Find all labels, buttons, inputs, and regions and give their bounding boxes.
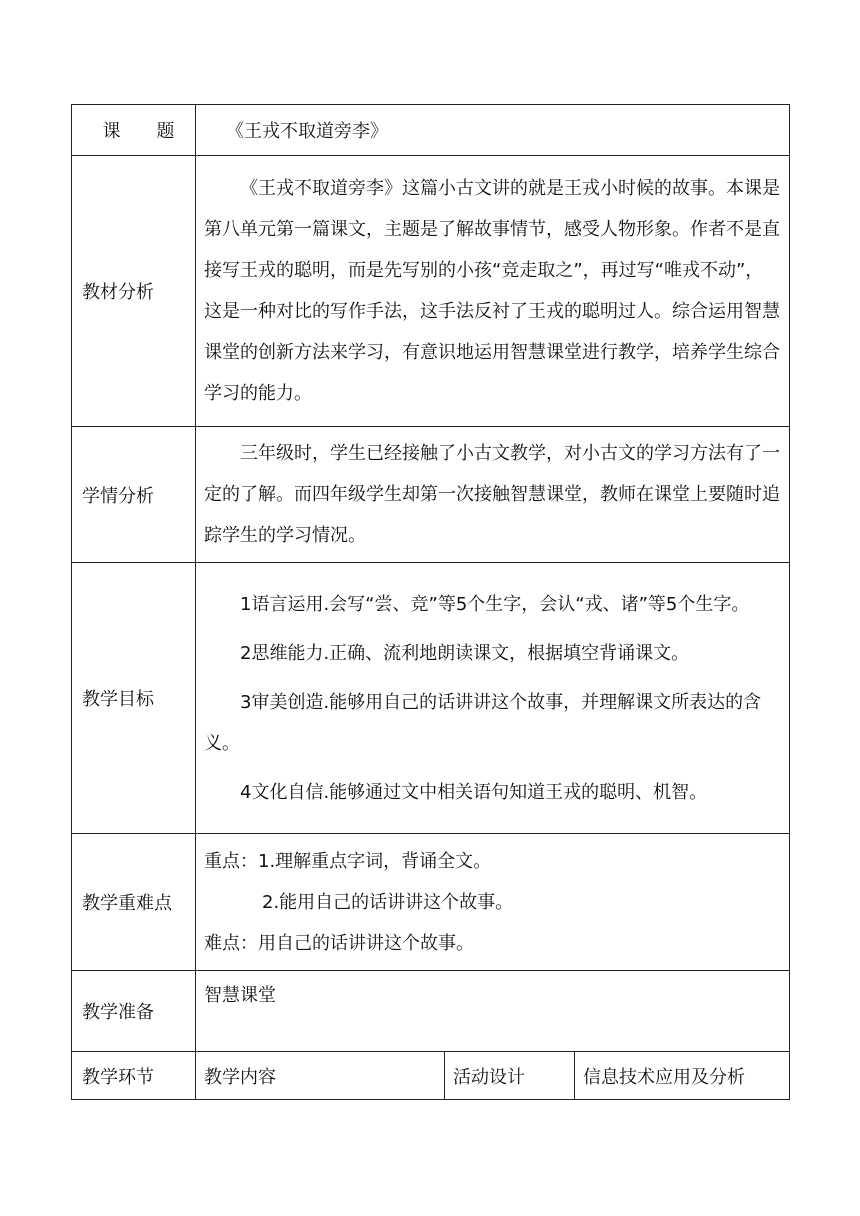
material-label: 教材分析 <box>72 156 196 427</box>
keypoints-label: 教学重难点 <box>72 834 196 971</box>
material-row <box>72 156 790 427</box>
steps-col-activity: 活动设计 <box>445 1052 575 1100</box>
topic-label: 课 题 <box>72 105 196 156</box>
topic-row <box>72 105 790 156</box>
prep-label: 教学准备 <box>72 971 196 1052</box>
students-label: 学情分析 <box>72 427 196 563</box>
difficulty-line: 难点：用自己的话讲讲这个故事。 <box>204 932 474 954</box>
prep-value: 智慧课堂 <box>204 985 276 1006</box>
goal-item: 2思维能力.正确、流利地朗读课文，根据填空背诵课文。 <box>240 642 690 664</box>
prep-row <box>72 971 790 1052</box>
keypoints-cell <box>196 834 790 971</box>
goals-cell <box>196 563 790 834</box>
material-text: 《王戎不取道旁李》这篇小古文讲的就是王戎小时候的故事。本课是第八单元第一篇课文，主题是了解故事情节，感受人物形象。作者不是直接写王戎的聪明，而是先写别的小孩“竞走取之”，再过写“唯戎不动”，这是一种对比的写作手法，这手法反衬了王戎的聪明过人。综合运用智慧课堂的创新方法来学习，有意识地运用智慧课堂进行教学，培养学生综合学习的能力。 <box>204 178 780 404</box>
goal-item: 4文化自信.能够通过文中相关语句知道王戎的聪明、机智。 <box>240 781 708 803</box>
students-row <box>72 427 790 563</box>
steps-label: 教学环节 <box>72 1052 196 1100</box>
lesson-plan-table <box>71 104 790 1100</box>
keypoints-row <box>72 834 790 971</box>
prep-cell <box>196 971 790 1052</box>
topic-value-cell <box>196 105 790 156</box>
goals-row <box>72 563 790 834</box>
steps-col-content: 教学内容 <box>196 1052 445 1100</box>
keypoint-line: 2.能用自己的话讲讲这个故事。 <box>262 891 514 913</box>
students-text: 三年级时，学生已经接触了小古文教学，对小古文的学习方法有了一定的了解。而四年级学生却第一次接触智慧课堂，教师在课堂上要随时追踪学生的学习情况。 <box>204 443 780 546</box>
goal-item: 3审美创造.能够用自己的话讲讲这个故事，并理解课文所表达的含义。 <box>204 691 762 754</box>
keypoint-line: 重点：1.理解重点字词，背诵全文。 <box>204 850 492 872</box>
goal-item: 1语言运用.会写“尝、竞”等5个生字，会认“戎、诸”等5个生字。 <box>240 593 750 615</box>
steps-col-it: 信息技术应用及分析 <box>575 1052 790 1100</box>
students-cell <box>196 427 790 563</box>
topic-value: 《王戎不取道旁李》 <box>226 121 388 142</box>
material-cell <box>196 156 790 427</box>
goals-label: 教学目标 <box>72 563 196 834</box>
steps-header-row <box>72 1052 790 1100</box>
